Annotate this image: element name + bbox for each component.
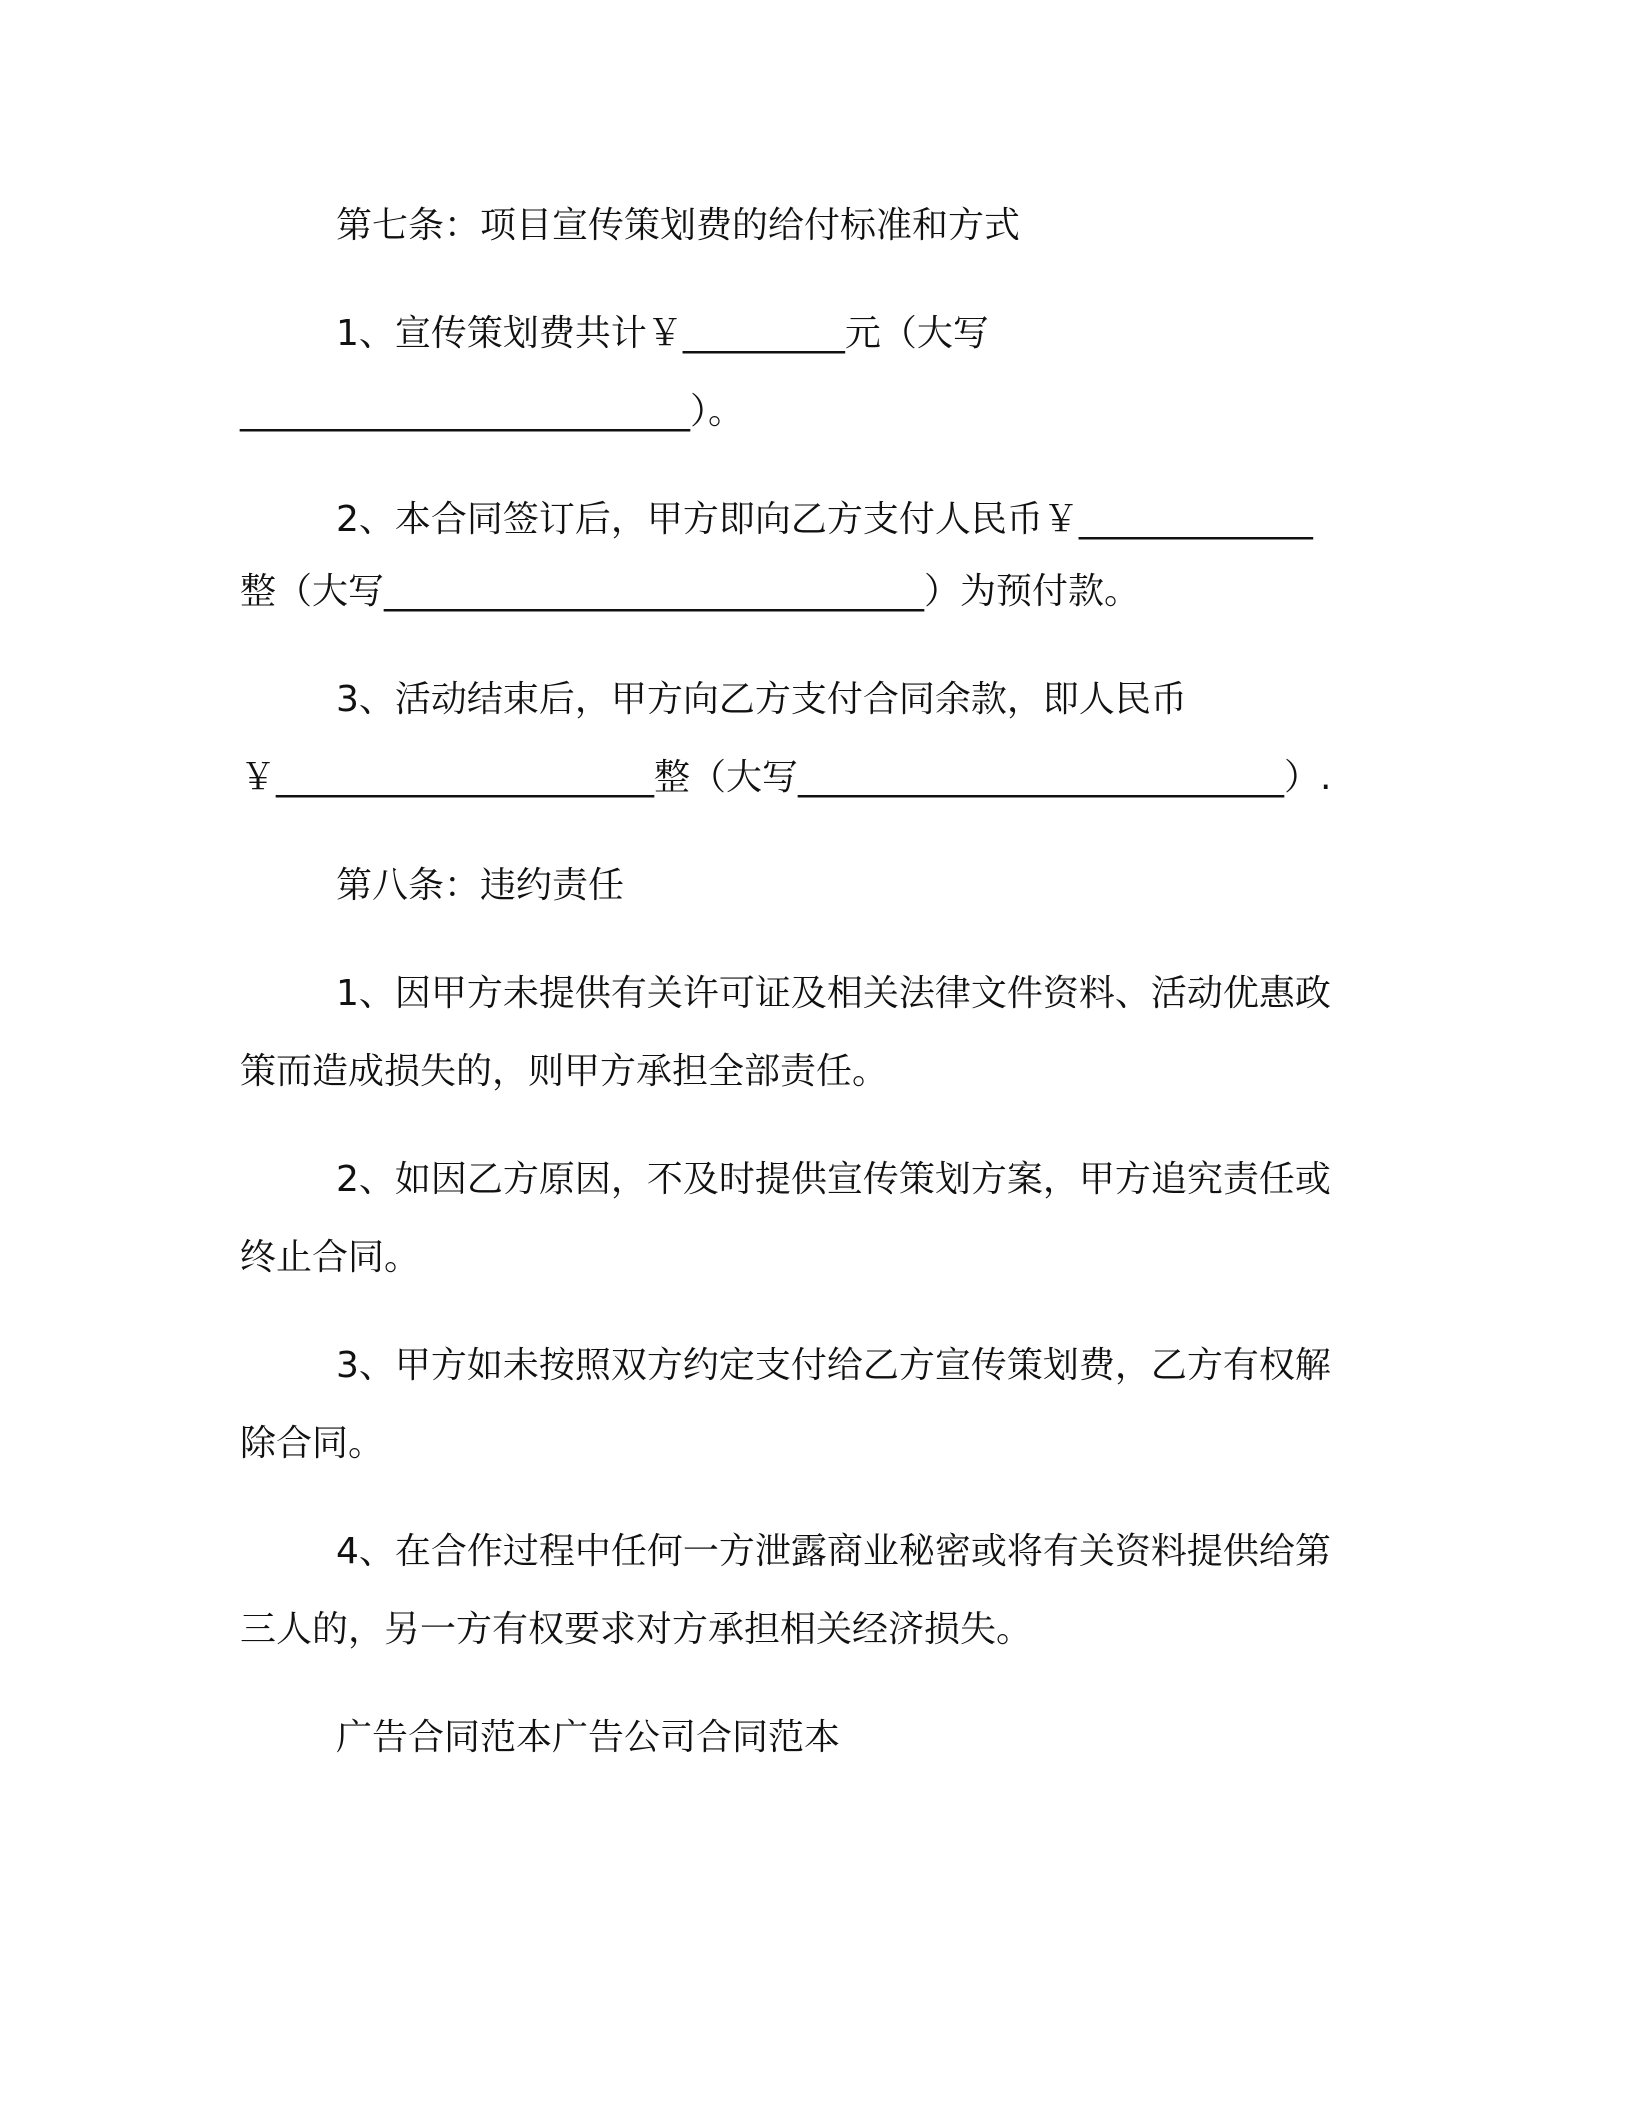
paragraph-line: 整（大写______________________________）为预付款。	[240, 571, 1141, 612]
paragraph-8-4	[240, 1516, 1385, 1666]
paragraph-line: 3、活动结束后，甲方向乙方支付合同余款，即人民币	[336, 679, 1187, 720]
paragraph-7-3	[240, 664, 1385, 814]
section-heading-article-8	[240, 850, 1385, 922]
paragraph-8-1	[240, 958, 1385, 1108]
paragraph-line: 3、甲方如未按照双方约定支付给乙方宣传策划费，乙方有权解	[336, 1345, 1331, 1386]
paragraph-line: 2、如因乙方原因，不及时提供宣传策划方案，甲方追究责任或	[336, 1159, 1331, 1200]
footer-title-text: 广告合同范本广告公司合同范本	[336, 1717, 841, 1758]
paragraph-line: 策而造成损失的，则甲方承担全部责任。	[240, 1051, 889, 1092]
paragraph-8-2	[240, 1144, 1385, 1294]
paragraph-line: 除合同。	[240, 1423, 385, 1464]
paragraph-8-3	[240, 1330, 1385, 1480]
heading-text: 第八条：违约责任	[336, 865, 625, 906]
section-heading-article-7	[240, 190, 1385, 262]
paragraph-line: 2、本合同签订后，甲方即向乙方支付人民币￥_____________	[336, 499, 1313, 540]
footer-title	[240, 1702, 1385, 1774]
paragraph-line: _________________________）。	[240, 391, 745, 432]
paragraph-line: ￥_____________________整（大写___________________________）.	[240, 757, 1332, 798]
heading-text: 第七条：项目宣传策划费的给付标准和方式	[336, 205, 1021, 246]
document-body	[240, 190, 1385, 1810]
paragraph-7-2	[240, 484, 1385, 628]
paragraph-line: 1、宣传策划费共计￥_________元（大写	[336, 313, 989, 354]
paragraph-line: 4、在合作过程中任何一方泄露商业秘密或将有关资料提供给第	[336, 1531, 1331, 1572]
paragraph-line: 1、因甲方未提供有关许可证及相关法律文件资料、活动优惠政	[336, 973, 1331, 1014]
paragraph-7-1	[240, 298, 1385, 448]
paragraph-line: 终止合同。	[240, 1237, 421, 1278]
paragraph-line: 三人的，另一方有权要求对方承担相关经济损失。	[240, 1609, 1033, 1650]
